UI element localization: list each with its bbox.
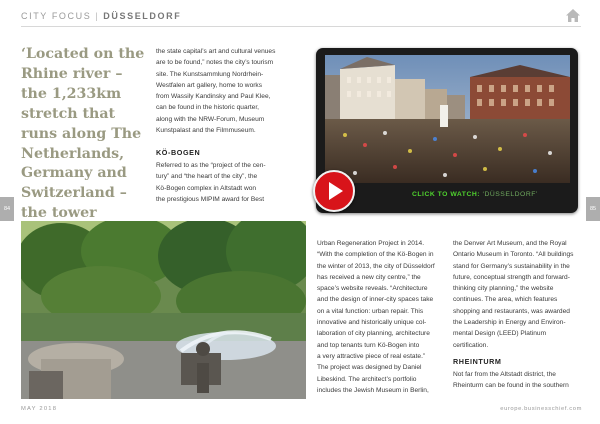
text-line: Ontario Museum in Toronto. “All buildings	[453, 251, 574, 259]
text-line: has received a new city centre,” the	[317, 273, 421, 281]
article-column-1	[156, 46, 306, 136]
subhead-ko-bogen: KÖ-BOGEN	[156, 148, 201, 157]
page-header	[0, 0, 600, 36]
section-separator: |	[95, 11, 100, 21]
text-line: are to be found,” notes the city’s tourism	[156, 59, 274, 67]
text-line: and top tenants turn Kö-Bogen into	[317, 341, 420, 349]
watch-video-link[interactable]	[412, 191, 538, 198]
text-line: along with the NRW-Forum, Museum	[156, 115, 265, 123]
footer-date: MAY 2018	[21, 406, 58, 412]
text-line: The project was designed by Daniel	[317, 364, 422, 372]
text-line: shopping and restaurants, was awarded	[453, 307, 570, 315]
text-line: a very attractive piece of real estate.”	[317, 352, 426, 360]
text-line: the Denver Art Museum, and the Royal	[453, 240, 567, 247]
text-line: certification.	[453, 341, 489, 349]
page-number-left: 84	[0, 197, 14, 221]
text-line: Libeskind. The architect’s portfolio	[317, 375, 417, 383]
text-line: Kunstpalast and the Filmmuseum.	[156, 127, 256, 135]
text-line: Referred to as the “project of the cen-	[156, 162, 266, 169]
article-column-2	[317, 238, 449, 396]
play-icon	[329, 182, 343, 200]
text-line: stand for Germany’s sustainability in the	[453, 262, 570, 270]
text-line: space’s website reveals. “Architecture	[317, 285, 428, 293]
text-line: the Leadership in Energy and Environ-	[453, 319, 566, 327]
play-button[interactable]	[313, 170, 355, 212]
pull-quote: ‘Located on the Rhine river – the 1,233km stretch that runs along The Netherlands, Germany and Switzerland – the tower	[21, 46, 145, 222]
text-line: Urban Regeneration Project in 2014.	[317, 240, 425, 247]
text-line: the prestigious MIPIM award for Best	[156, 195, 265, 203]
watch-prefix: CLICK TO WATCH:	[412, 191, 481, 198]
video-thumbnail[interactable]	[325, 55, 570, 183]
text-line: Not far from the Altstadt district, the	[453, 371, 556, 378]
text-line: the winter of 2013, the city of Düsseldorf	[317, 262, 435, 270]
text-line: site. The Kunstsammlung Nordrhein-	[156, 70, 264, 78]
text-line: Westfalen art gallery, home to works	[156, 81, 263, 89]
section-city: DÜSSELDORF	[103, 11, 182, 21]
footer-website-link[interactable]: europe.businesschief.com	[500, 406, 582, 412]
text-line: from Wassily Kandinsky and Paul Klee,	[156, 93, 271, 101]
article-column-3	[453, 238, 581, 351]
page-number-right: 85	[586, 197, 600, 221]
text-line: thinking city planning,” the website	[453, 285, 554, 293]
text-line: the state capital’s art and cultural venues	[156, 48, 276, 55]
text-line: on a vital function: urban repair. This	[317, 307, 424, 315]
watch-title: ‘DÜSSELDORF’	[482, 191, 538, 198]
text-line: includes the Jewish Museum in Berlin,	[317, 386, 429, 394]
text-line: continues. The area, which features	[453, 296, 558, 304]
article-column-3-continued	[453, 369, 581, 392]
subhead-rheinturm: RHEINTURM	[453, 357, 502, 366]
text-line: “With the completion of the Kö-Bogen in	[317, 251, 434, 259]
text-line: tury” and “the heart of the city”, the	[156, 173, 258, 181]
article-column-1-continued	[156, 160, 306, 205]
text-line: mental Design (LEED) Platinum	[453, 330, 547, 338]
header-divider	[21, 26, 581, 27]
section-name: CITY FOCUS	[21, 11, 92, 21]
text-line: laboration of city planning, architecture	[317, 330, 430, 338]
home-icon[interactable]	[565, 8, 581, 23]
section-label	[21, 11, 181, 21]
text-line: and the design of inner-city spaces take	[317, 296, 434, 304]
text-line: can be found in the historic quarter,	[156, 104, 260, 112]
text-line: Rheinturm can be found in the southern	[453, 382, 569, 390]
fountain-park-photo	[21, 221, 306, 399]
text-line: Kö-Bogen complex in Altstadt won	[156, 184, 257, 192]
text-line: future, conceptual strength and forward-	[453, 273, 570, 281]
text-line: innovative and historically unique col-	[317, 319, 427, 327]
